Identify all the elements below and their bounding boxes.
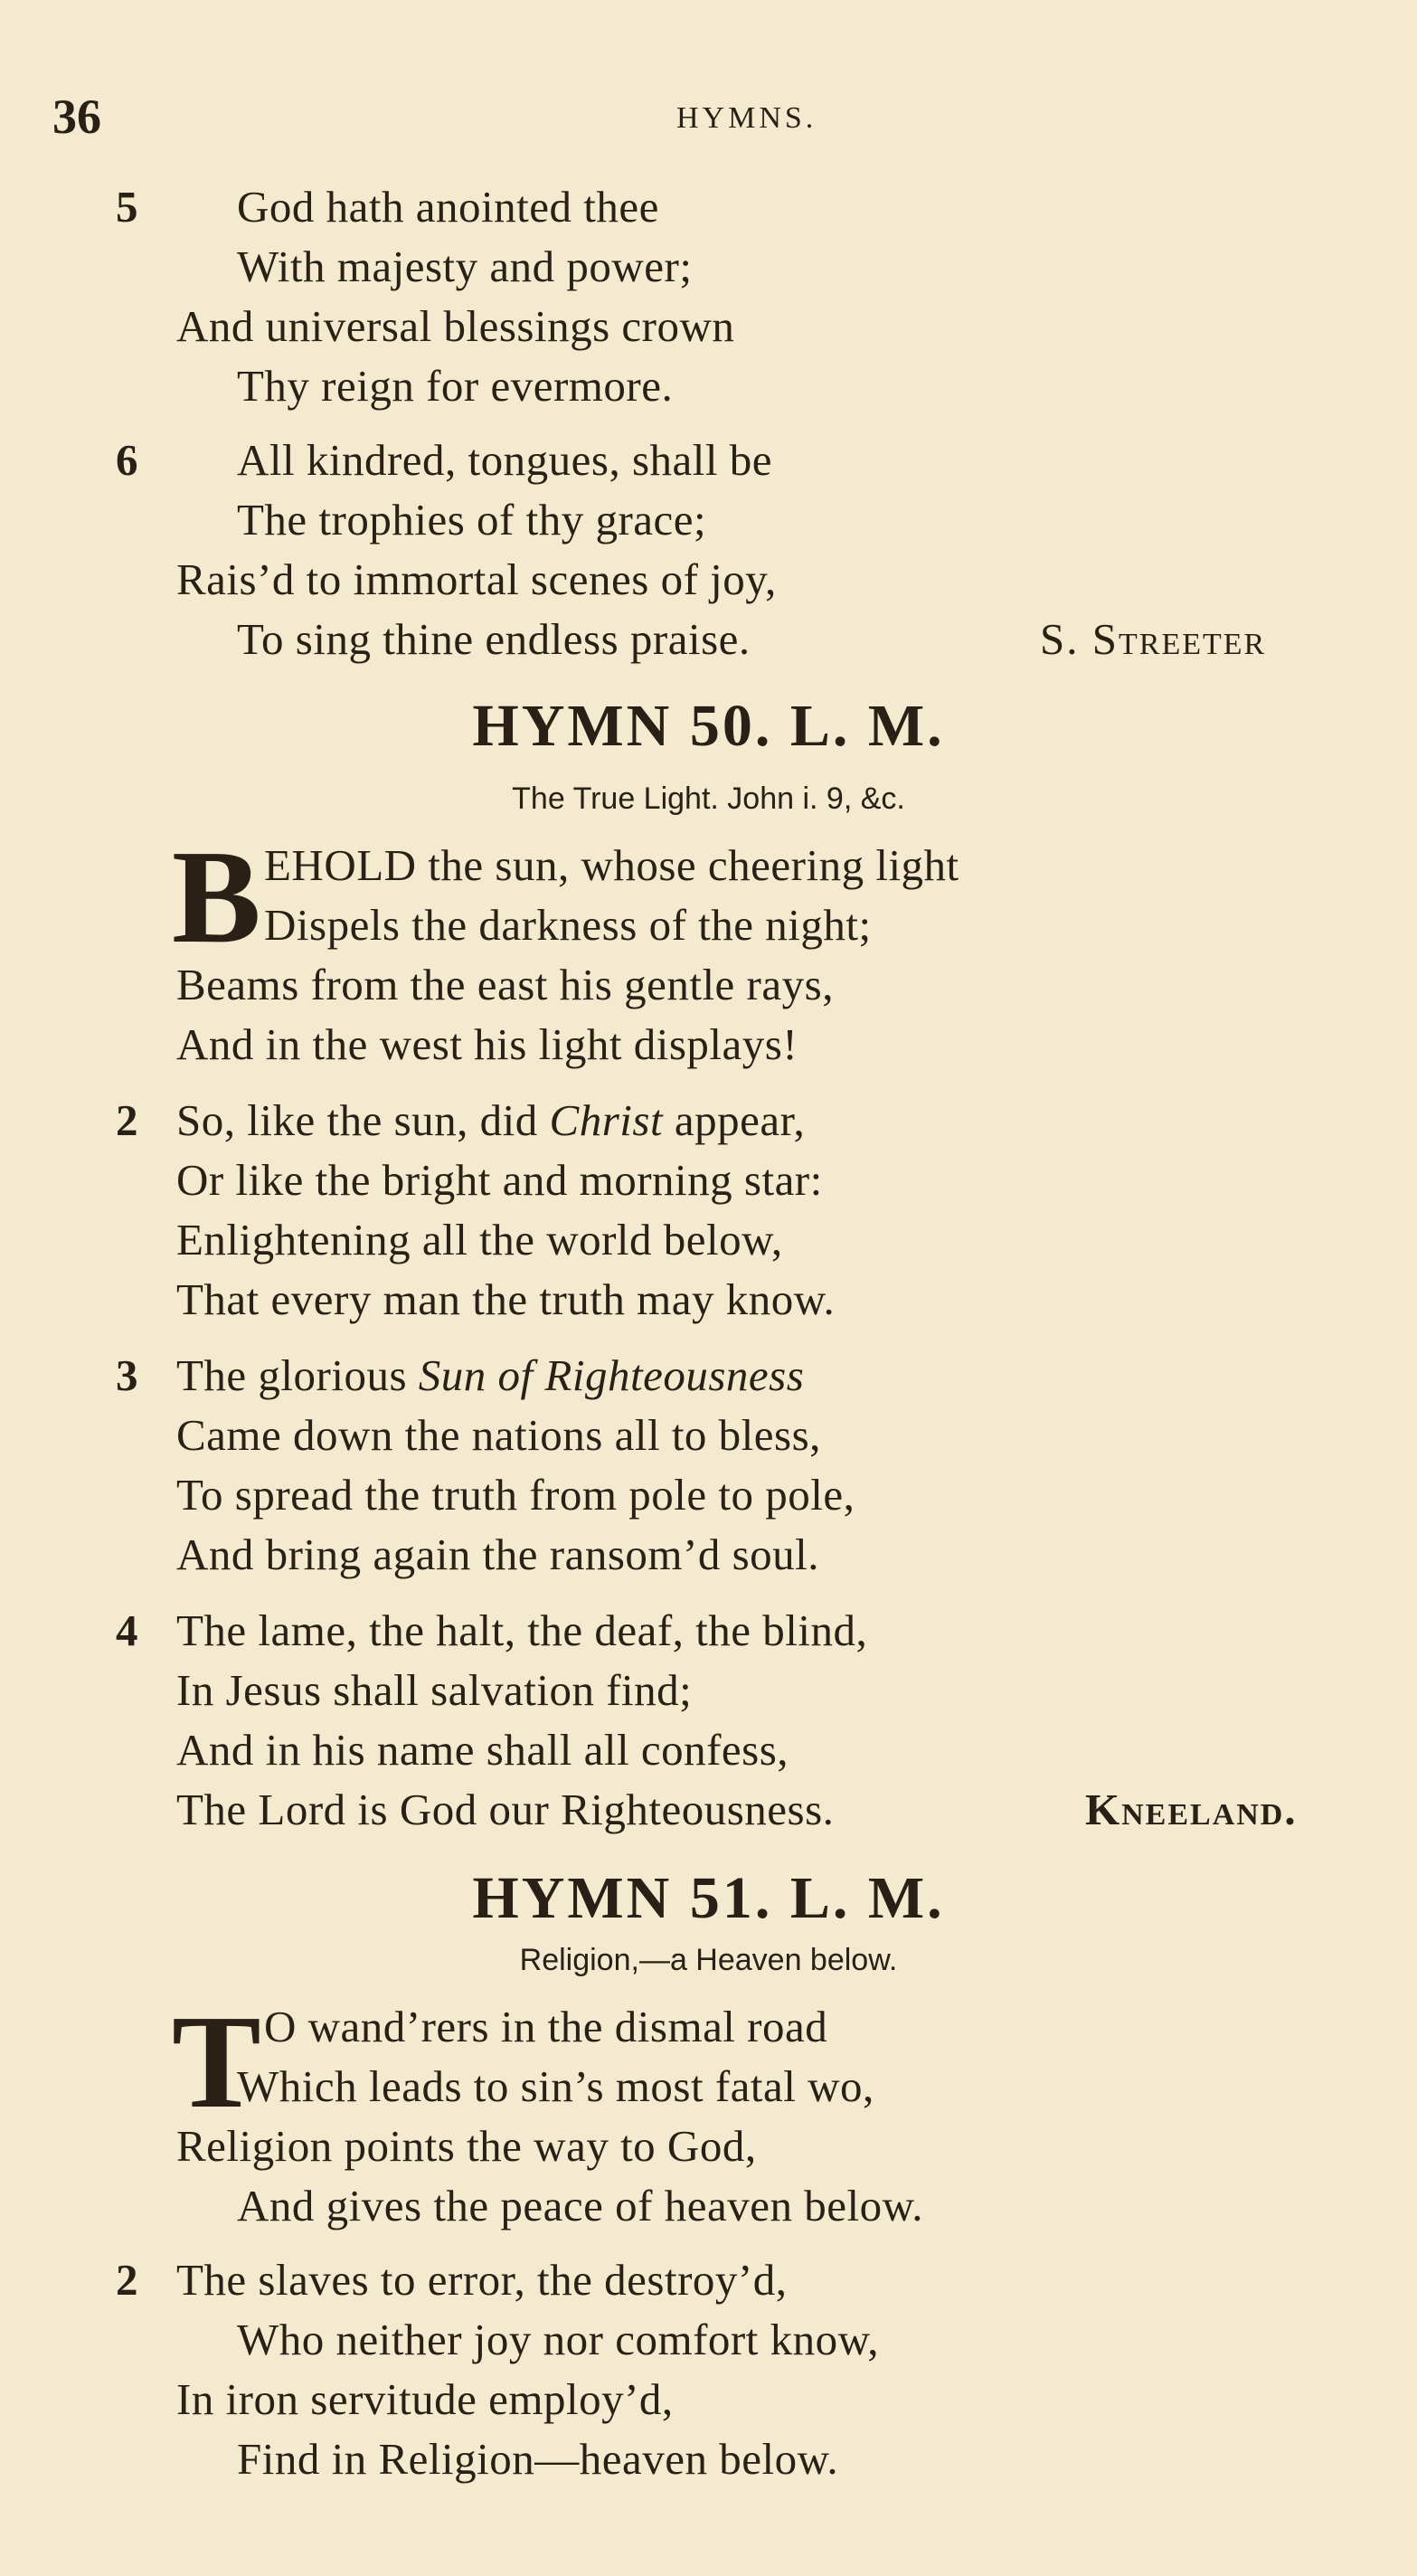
verse-line: Find in Religion—heaven below. (237, 2434, 839, 2484)
verse-line: The trophies of thy grace; (237, 495, 707, 545)
stanza-number: 3 (116, 1350, 138, 1400)
verse-line: And gives the peace of heaven below. (237, 2181, 924, 2230)
verse-line: That every man the truth may know. (176, 1274, 836, 1324)
verse-line: To sing thine endless praise. (237, 614, 751, 664)
page-header (52, 89, 1355, 152)
verse-line: Religion points the way to God, (176, 2121, 757, 2171)
drop-cap: B (172, 823, 261, 971)
drop-cap: T (172, 1988, 261, 2136)
stanza-number: 6 (116, 435, 138, 485)
stanza-number: 2 (116, 1095, 138, 1145)
verse-line: With majesty and power; (237, 242, 693, 291)
verse-line: Which leads to sin’s most fatal wo, (237, 2061, 874, 2111)
verse-text: The glorious (176, 1350, 419, 1400)
verse-text: So, like the sun, did (176, 1095, 550, 1145)
page-number: 36 (52, 90, 101, 144)
verse-text: appear, (663, 1095, 806, 1145)
verse-line: O wand’rers in the dismal road (264, 2002, 828, 2051)
verse-line: In Jesus shall salvation find; (176, 1665, 693, 1715)
verse-line: Enlightening all the world below, (176, 1215, 783, 1264)
verse-line: EHOLD the sun, whose cheering light (264, 840, 959, 890)
verse-line (176, 1095, 806, 1145)
verse-line: The slaves to error, the destroy’d, (176, 2255, 788, 2305)
verse-line: Dispels the darkness of the night; (264, 900, 872, 950)
hymn-subtitle: Religion,—a Heaven below. (519, 1943, 898, 1977)
author-attribution: S. Streeter (1040, 614, 1267, 664)
verse-line: The Lord is God our Righteousness. (176, 1785, 835, 1834)
verse-line: To spread the truth from pole to pole, (176, 1470, 855, 1520)
verse-line: Or like the bright and morning star: (176, 1155, 823, 1205)
verse-line: And universal blessings crown (176, 301, 735, 351)
verse-line: And in the west his light displays! (176, 1019, 798, 1069)
author-attribution: Kneeland. (1085, 1785, 1298, 1834)
verse-line: Came down the nations all to bless, (176, 1410, 821, 1460)
verse-emphasis: Sun of Righteousness (418, 1350, 805, 1400)
verse-emphasis: Christ (549, 1095, 664, 1145)
verse-line: Rais’d to immortal scenes of joy, (176, 554, 777, 604)
hymn-title: HYMN 51. L. M. (472, 1865, 945, 1931)
verse-line: All kindred, tongues, shall be (237, 435, 773, 485)
verse-line (176, 1350, 805, 1400)
stanza-number: 5 (116, 182, 138, 232)
verse-line: The lame, the halt, the deaf, the blind, (176, 1605, 868, 1655)
verse-line: In iron servitude employ’d, (176, 2374, 674, 2424)
hymn-title: HYMN 50. L. M. (472, 693, 945, 759)
stanza-number: 4 (116, 1605, 138, 1655)
hymn-subtitle: The True Light. John i. 9, &c. (512, 781, 905, 816)
running-title: HYMNS. (676, 101, 817, 135)
stanza-number: 2 (116, 2255, 138, 2305)
verse-line: Thy reign for evermore. (237, 361, 674, 411)
verse-line: God hath anointed thee (237, 182, 659, 232)
verse-line: And in his name shall all confess, (176, 1725, 789, 1775)
verse-line: Who neither joy nor comfort know, (237, 2315, 880, 2364)
verse-line: Beams from the east his gentle rays, (176, 960, 834, 1009)
verse-line: And bring again the ransom’d soul. (176, 1530, 820, 1579)
